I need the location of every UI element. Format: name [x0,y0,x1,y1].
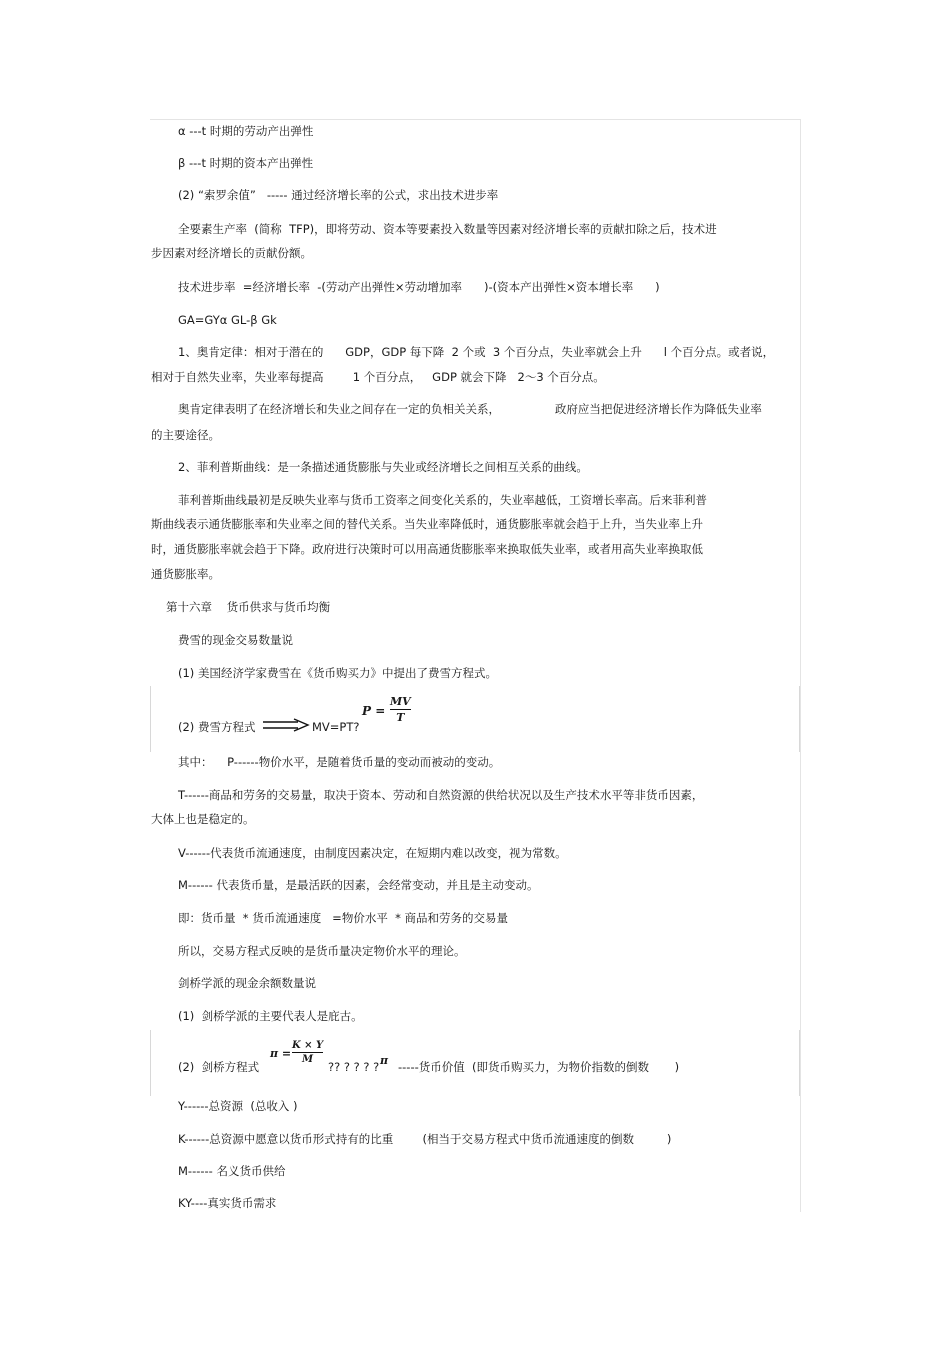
fraction-bar [292,1052,323,1053]
text-line: KY----真实货币需求 [178,1196,277,1210]
text-line: 其中： P------物价水平，是随着货币量的变动而被动的变动。 [178,755,501,769]
text-line: 奥肯定律表明了在经济增长和失业之间存在一定的负相关关系， 政府应当把促进经济增长作为降低失业率 [178,402,762,416]
text-line: 即：货币量 * 货币流通速度 =物价水平 * 商品和劳务的交易量 [178,911,509,925]
text-line: (1) 剑桥学派的主要代表人是庇古。 [178,1009,363,1023]
text-line: Y------总资源 (总收入 ) [178,1099,298,1113]
text-line: 所以，交易方程式反映的是货币量决定物价水平的理论。 [178,944,466,958]
fisher-formula-fraction [390,695,411,724]
margin-rule [150,686,151,752]
text-line: α ---t 时期的劳动产出弹性 [178,124,314,138]
fisher-numerator: MV [390,695,411,708]
garbled-symbols: ?? ? ? ? ? [328,1060,380,1074]
cambridge-numerator: K × Y [292,1040,324,1051]
text-line: (2) “索罗余值” ----- 通过经济增长率的公式，求出技术进步率 [178,188,499,202]
fisher-equation-text: MV=PT? [312,720,360,734]
text-line: (2) 费雪方程式 [178,720,256,734]
text-line: 全要素生产率 (简称 TFP)，即将劳动、资本等要素投入数量等因素对经济增长率的贡献扣除之后，技术进 [178,222,717,236]
implies-arrow-icon [262,718,310,732]
pi-symbol: π [380,1054,389,1067]
text-line: 1、奥肯定律：相对于潜在的 GDP，GDP 每下降 2 个或 3 个百分点，失业率就会上升 l 个百分点。或者说， [178,345,775,359]
fisher-formula-lhs: P = [362,704,386,718]
section-heading: 费雪的现金交易数量说 [178,633,293,647]
text-line: (2) 剑桥方程式 [178,1060,260,1074]
chapter-heading: 第十六章 货币供求与货币均衡 [166,600,331,614]
text-line: -----货币价值 (即货币购买力，为物价指数的倒数 ) [398,1060,680,1074]
margin-rule [799,686,800,752]
text-line: GA=GYα GL-β Gk [178,313,277,327]
text-line: K------总资源中愿意以货币形式持有的比重 (相当于交易方程式中货币流通速度的倒数 ) [178,1132,672,1146]
fisher-denominator: T [396,711,405,724]
text-line: 技术进步率 =经济增长率 -(劳动产出弹性×劳动增加率 )-(资本产出弹性×资本增长率 ) [178,280,660,294]
text-line: V------代表货币流通速度，由制度因素决定，在短期内难以改变，视为常数。 [178,846,567,860]
text-line: β ---t 时期的资本产出弹性 [178,156,314,170]
text-line: 的主要途径。 [151,428,220,442]
fraction-bar [390,709,411,710]
text-line: 通货膨胀率。 [151,567,220,581]
text-line: M------ 名义货币供给 [178,1164,286,1178]
text-line: 步因素对经济增长的贡献份额。 [151,246,312,260]
text-line: 斯曲线表示通货膨胀率和失业率之间的替代关系。当失业率降低时，通货膨胀率就会趋于上升，当失业率上升 [151,517,703,531]
margin-rule [799,1030,800,1096]
text-line: 相对于自然失业率，失业率每提高 1 个百分点， GDP 就会下降 2～3 个百分点。 [151,370,605,384]
text-line: (1) 美国经济学家费雪在《货币购买力》中提出了费雪方程式。 [178,666,497,680]
margin-rule [150,1030,151,1096]
text-line: 时，通货膨胀率就会趋于下降。政府进行决策时可以用高通货膨胀率来换取低失业率，或者用高失业率换取低 [151,542,703,556]
cambridge-formula-fraction [292,1040,323,1065]
cambridge-denominator: M [302,1054,314,1065]
text-line: 2、菲利普斯曲线：是一条描述通货膨胀与失业或经济增长之间相互关系的曲线。 [178,460,588,474]
text-line: 大体上也是稳定的。 [151,812,255,826]
section-heading: 剑桥学派的现金余额数量说 [178,976,316,990]
text-line: T------商品和劳务的交易量，取决于资本、劳动和自然资源的供给状况以及生产技术水平等非货币因素， [178,788,704,802]
text-line: M------ 代表货币量，是最活跃的因素，会经常变动，并且是主动变动。 [178,878,539,892]
text-line: 菲利普斯曲线最初是反映失业率与货币工资率之间变化关系的，失业率越低，工资增长率高。后来菲利普 [178,493,707,507]
cambridge-formula-lhs: π = [270,1047,292,1060]
